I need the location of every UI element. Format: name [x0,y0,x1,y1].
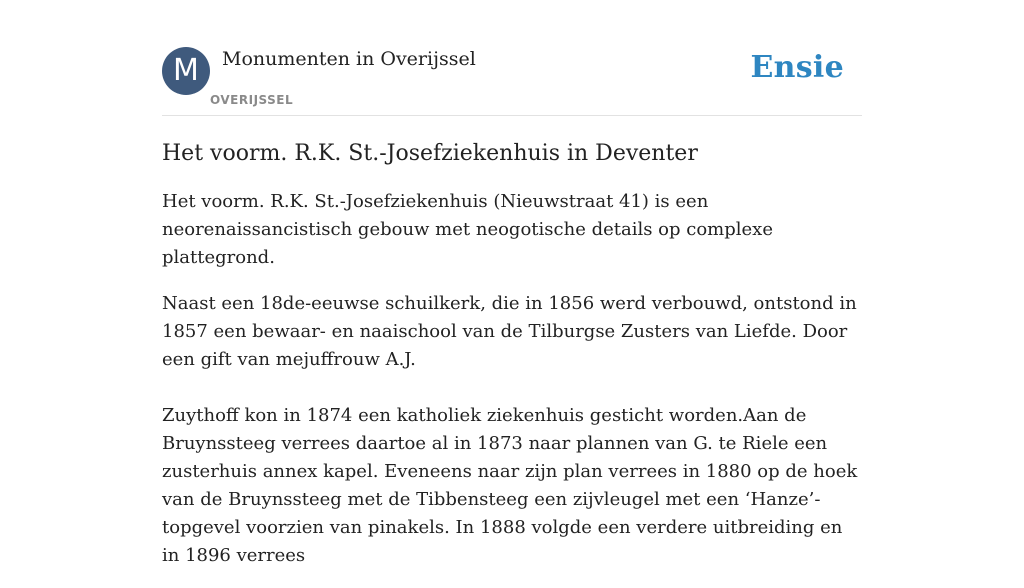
ensie-logo[interactable]: Ensie [750,50,844,85]
article [162,138,862,588]
book-title-link[interactable]: Monumenten in Overijssel [222,48,476,70]
header-divider [162,115,862,116]
article-paragraph: Het voorm. R.K. St.-Josefziekenhuis (Nieuwstraat 41) is een neorenaissancistisch gebouw met neogotische details op complexe plattegrond. [162,191,773,268]
header [162,46,862,116]
article-title: Het voorm. R.K. St.-Josefziekenhuis in Deventer [162,141,698,166]
article-paragraph: Zuythoff kon in 1874 een katholiek ziekenhuis gesticht worden.Aan de Bruynssteeg verrees daartoe al in 1873 naar plannen van G. te Riele een zusterhuis annex kapel. Eveneens naar zijn plan verrees in 1880 op de hoek van de Bruynssteeg met de Tibbensteeg een zijvleugel met een ‘Hanze’-topgevel voorzien van pinakels. In 1888 volgde een verdere uitbreiding en in 1896 verrees [162,405,858,566]
category-label[interactable]: OVERIJSSEL [210,93,294,107]
avatar[interactable]: M [162,47,210,95]
article-paragraph: Naast een 18de-eeuwse schuilkerk, die in 1856 werd verbouwd, ontstond in 1857 een bewaar- en naaischool van de Tilburgse Zusters van Liefde. Door een gift van mejuffrouw A.J. [162,293,857,370]
